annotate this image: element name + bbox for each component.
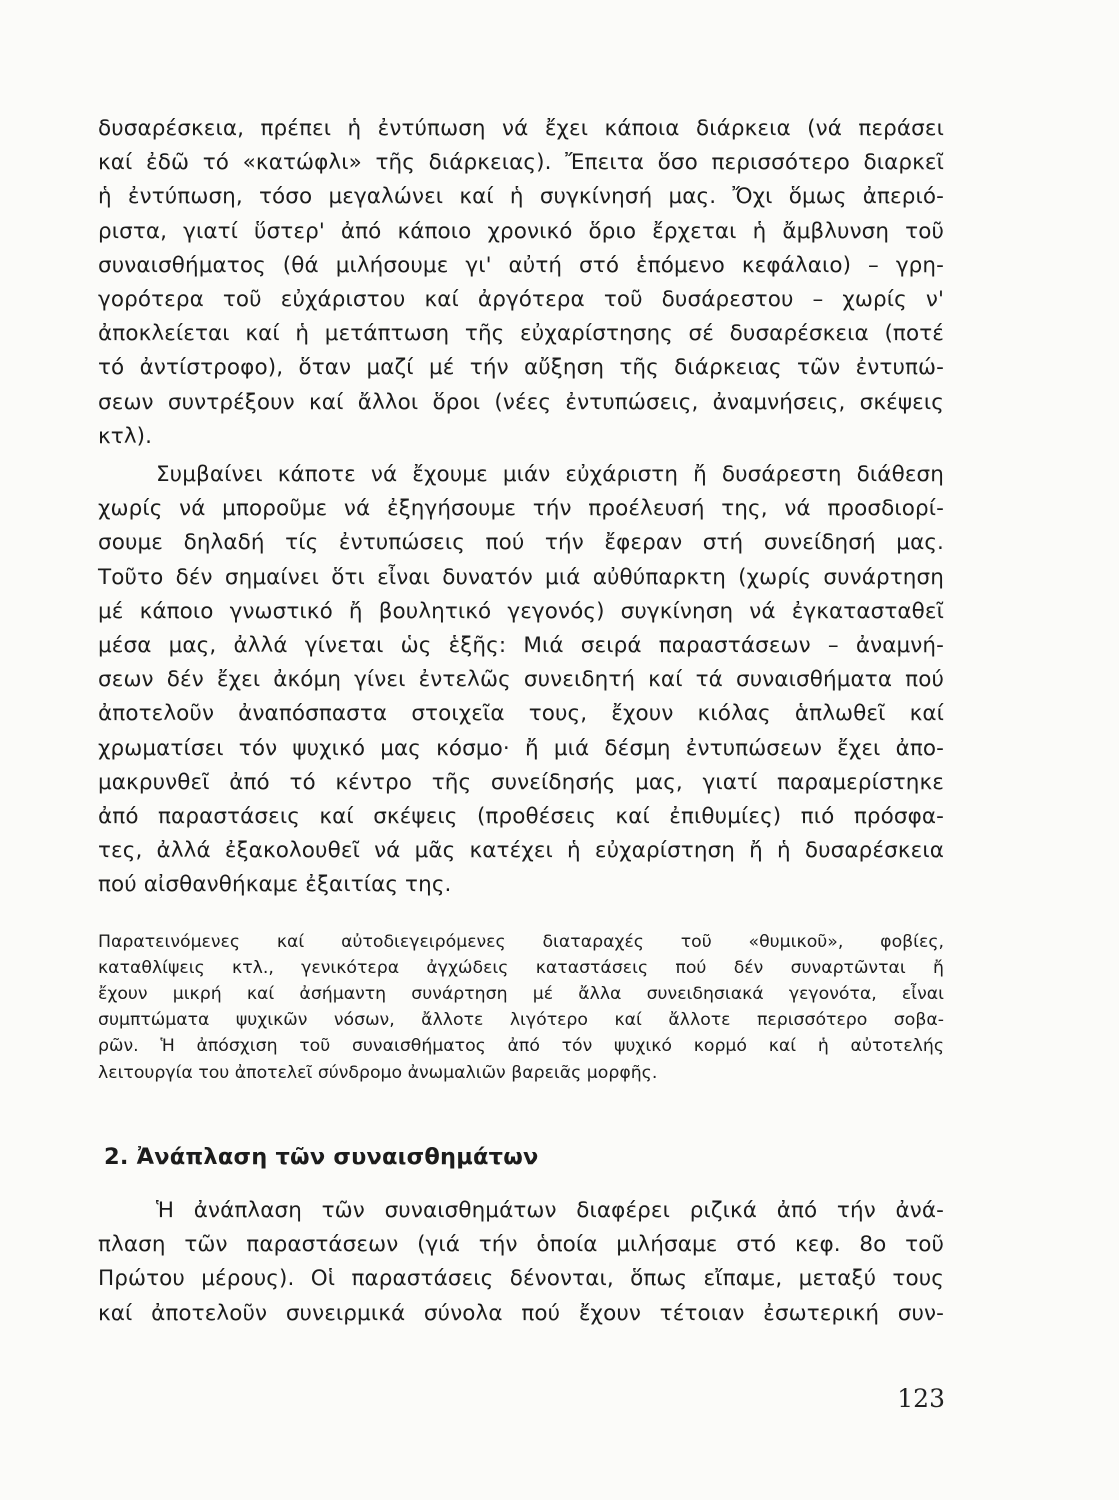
text-line: καί ἐδῶ τό «κατώφλι» τῆς διάρκειας). Ἔπειτα ὅσο περισσότερο διαρκεῖ xyxy=(98,150,944,176)
text-line: πλαση τῶν παραστάσεων (γιά τήν ὁποία μιλήσαμε στό κεφ. 8ο τοῦ xyxy=(98,1232,944,1258)
section-body xyxy=(98,1194,944,1331)
text-line: ριστα, γιατί ὕστερ' ἀπό κάποιο χρονικό ὅριο ἔρχεται ἡ ἄμβλυνση τοῦ xyxy=(98,218,944,244)
text-line: τό ἀντίστροφο), ὅταν μαζί μέ τήν αὔξηση τῆς διάρκειας τῶν ἐντυπώ- xyxy=(98,355,944,381)
page-body xyxy=(98,112,944,1331)
section-heading: 2. Ἀνάπλαση τῶν συναισθημάτων xyxy=(104,1143,539,1170)
note-line: ἔχουν μικρή καί ἀσήμαντη συνάρτηση μέ ἄλλα συνειδησιακά γεγονότα, εἶναι xyxy=(98,984,944,1005)
note-line: συμπτώματα ψυχικῶν νόσων, ἄλλοτε λιγότερο καί ἄλλοτε περισσότερο σοβα- xyxy=(98,1010,944,1031)
text-line: καί ἀποτελοῦν συνειρμικά σύνολα πού ἔχουν τέτοιαν ἐσωτερική συν- xyxy=(98,1300,944,1326)
note-line: ρῶν. Ἡ ἀπόσχιση τοῦ συναισθήματος ἀπό τόν ψυχικό κορμό καί ἡ αὐτοτελής xyxy=(98,1036,944,1057)
text-line: χρωματίσει τόν ψυχικό μας κόσμο· ἤ μιά δέσμη ἐντυπώσεων ἔχει ἀπο- xyxy=(98,735,944,761)
text-line: σεων συντρέξουν καί ἄλλοι ὅροι (νέες ἐντυπώσεις, ἀναμνήσεις, σκέψεις xyxy=(98,389,944,415)
footnote-block xyxy=(98,929,944,1086)
text-line: Ἡ ἀνάπλαση τῶν συναισθημάτων διαφέρει ριζικά ἀπό τήν ἀνά- xyxy=(156,1197,944,1223)
text-line: μέ κάποιο γνωστικό ἤ βουλητικό γεγονός) συγκίνηση νά ἐγκατασταθεῖ xyxy=(98,598,944,624)
page-number: 123 xyxy=(897,1384,945,1413)
text-line: δυσαρέσκεια, πρέπει ἡ ἐντύπωση νά ἔχει κάποια διάρκεια (νά περάσει xyxy=(98,116,944,141)
text-line: σεων δέν ἔχει ἀκόμη γίνει ἐντελῶς συνειδητή καί τά συναισθήματα πού xyxy=(98,667,944,693)
text-line: Πρώτου μέρους). Οἱ παραστάσεις δένονται, ὅπως εἴπαμε, μεταξύ τους xyxy=(98,1266,944,1292)
text-line: ἀποκλείεται καί ἡ μετάπτωση τῆς εὐχαρίστησης σέ δυσαρέσκεια (ποτέ xyxy=(98,321,944,347)
text-line: χωρίς νά μποροῦμε νά ἐξηγήσουμε τήν προέλευσή της, νά προσδιορί- xyxy=(98,496,944,522)
text-line: τες, ἀλλά ἐξακολουθεῖ νά μᾶς κατέχει ἡ εὐχαρίστηση ἤ ἡ δυσαρέσκεια xyxy=(98,838,944,864)
text-line: σουμε δηλαδή τίς ἐντυπώσεις πού τήν ἔφεραν στή συνείδησή μας. xyxy=(98,530,944,556)
text-line: πού αἰσθανθήκαμε ἐξαιτίας της. xyxy=(98,872,452,898)
note-line: λειτουργία του ἀποτελεῖ σύνδρομο ἀνωμαλιῶν βαρειᾶς μορφῆς. xyxy=(98,1062,658,1083)
text-line: γορότερα τοῦ εὐχάριστου καί ἀργότερα τοῦ δυσάρεστου – χωρίς ν' xyxy=(98,287,944,313)
note-line: Παρατεινόμενες καί αὐτοδιεγειρόμενες διαταραχές τοῦ «θυμικοῦ», φοβίες, xyxy=(98,931,944,952)
text-line: μακρυνθεῖ ἀπό τό κέντρο τῆς συνείδησής μας, γιατί παραμερίστηκε xyxy=(98,769,944,795)
text-line: Τοῦτο δέν σημαίνει ὅτι εἶναι δυνατόν μιά αὐθύπαρκτη (χωρίς συνάρτηση xyxy=(98,564,944,590)
note-line: καταθλίψεις κτλ., γενικότερα ἀγχώδεις καταστάσεις πού δέν συναρτῶνται ἤ xyxy=(98,957,944,978)
paragraph-2 xyxy=(98,458,944,903)
text-line: κτλ). xyxy=(98,423,153,449)
paragraph-1 xyxy=(98,112,944,454)
text-line: ἀπό παραστάσεις καί σκέψεις (προθέσεις καί ἐπιθυμίες) πιό πρόσφα- xyxy=(98,804,944,830)
text-line: ἡ ἐντύπωση, τόσο μεγαλώνει καί ἡ συγκίνησή μας. Ὄχι ὅμως ἀπεριό- xyxy=(98,184,944,210)
text-line: ἀποτελοῦν ἀναπόσπαστα στοιχεῖα τους, ἔχουν κιόλας ἁπλωθεῖ καί xyxy=(98,701,944,727)
text-line: συναισθήματος (θά μιλήσουμε γι' αὐτή στό ἑπόμενο κεφάλαιο) – γρη- xyxy=(98,252,944,278)
text-line: μέσα μας, ἀλλά γίνεται ὡς ἑξῆς: Μιά σειρά παραστάσεων – ἀναμνή- xyxy=(98,633,944,659)
text-line: Συμβαίνει κάποτε νά ἔχουμε μιάν εὐχάριστη ἤ δυσάρεστη διάθεση xyxy=(156,462,944,488)
